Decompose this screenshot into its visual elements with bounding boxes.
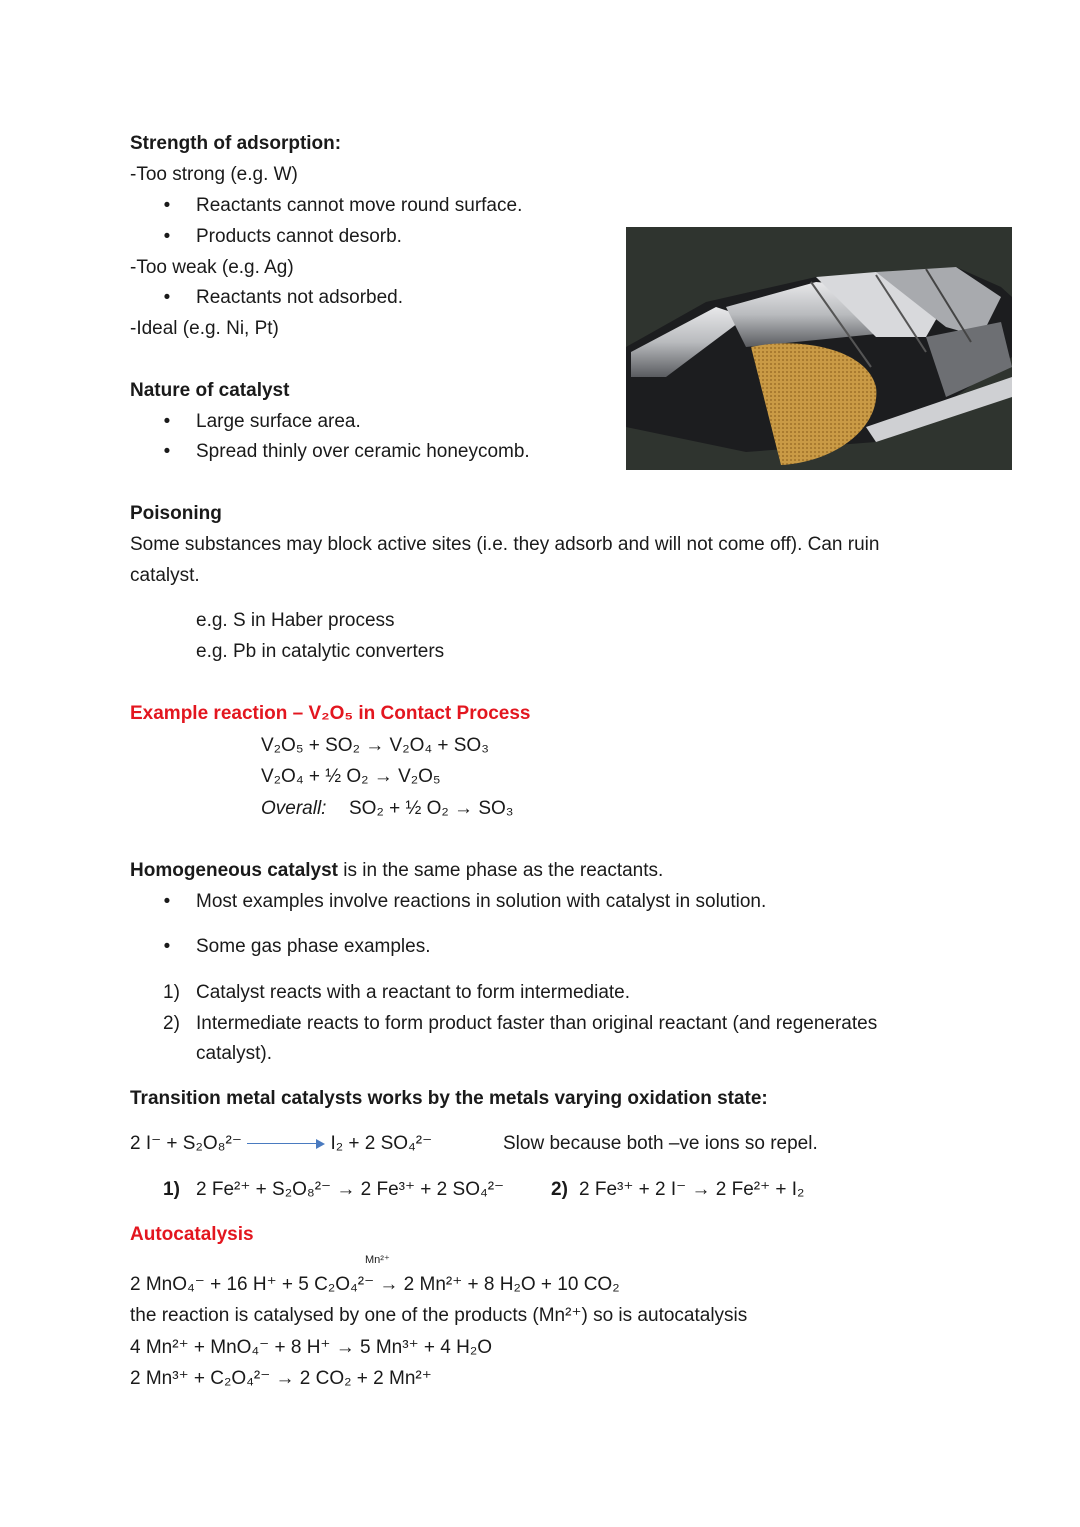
contact-heading: Example reaction – V₂O₅ in Contact Process — [130, 703, 531, 724]
autocatalysis-main-equation: 2 MnO₄⁻ + 16 H⁺ + 5 C₂O₄²⁻ → 2 Mn²⁺ + 8 H₂O + 10 CO₂ — [130, 1274, 620, 1295]
catalytic-converter-illustration — [626, 227, 1012, 470]
too-weak-label: -Too weak (e.g. Ag) — [130, 257, 294, 278]
homogeneous-definition-text: is in the same phase as the reactants. — [338, 860, 664, 881]
homogeneous-point: Most examples involve reactions in solution with catalyst in solution. — [196, 891, 767, 912]
catalytic-converter-image — [626, 227, 1012, 470]
step-text-cont: catalyst). — [196, 1043, 273, 1064]
bullet-icon: • — [163, 891, 171, 912]
uncatalysed-equation — [130, 1132, 432, 1156]
nature-point: Spread thinly over ceramic honeycomb. — [196, 441, 530, 462]
uncatalysed-reactants: 2 I⁻ + S₂O₈²⁻ — [130, 1133, 242, 1154]
step-text: Intermediate reacts to form product faster than original reactant (and regenerates — [196, 1013, 878, 1034]
transition-heading: Transition metal catalysts works by the metals varying oxidation state: — [130, 1088, 768, 1109]
step-number: 1) — [163, 982, 180, 1003]
step-number: 2) — [163, 1013, 180, 1034]
contact-equation-2: V₂O₄ + ½ O₂ → V₂O₅ — [261, 766, 441, 787]
too-strong-label: -Too strong (e.g. W) — [130, 164, 298, 185]
poisoning-heading: Poisoning — [130, 503, 222, 524]
reaction-arrow-icon — [247, 1139, 325, 1149]
contact-equation-1: V₂O₅ + SO₂ → V₂O₄ + SO₃ — [261, 735, 489, 756]
bullet-icon: • — [163, 226, 171, 247]
bullet-icon: • — [163, 936, 171, 957]
strength-heading: Strength of adsorption: — [130, 133, 342, 154]
uncatalysed-products: I₂ + 2 SO₄²⁻ — [330, 1133, 433, 1154]
autocatalysis-equation-2: 4 Mn²⁺ + MnO₄⁻ + 8 H⁺ → 5 Mn³⁺ + 4 H₂O — [130, 1337, 492, 1358]
autocatalysis-heading: Autocatalysis — [130, 1224, 254, 1245]
overall-equation: SO₂ + ½ O₂ → SO₃ — [349, 798, 514, 819]
ideal-label: -Ideal (e.g. Ni, Pt) — [130, 318, 279, 339]
nature-heading: Nature of catalyst — [130, 380, 290, 401]
step-number: 2) — [551, 1179, 568, 1200]
uncatalysed-note: Slow because both –ve ions so repel. — [503, 1133, 818, 1154]
step-text: Catalyst reacts with a reactant to form intermediate. — [196, 982, 631, 1003]
homogeneous-definition — [130, 859, 663, 883]
poisoning-example: e.g. Pb in catalytic converters — [196, 641, 445, 662]
step-number: 1) — [163, 1179, 180, 1200]
poisoning-example: e.g. S in Haber process — [196, 610, 395, 631]
poisoning-text-cont: catalyst. — [130, 565, 200, 586]
overall-label: Overall: — [261, 798, 327, 819]
too-strong-point: Products cannot desorb. — [196, 226, 402, 247]
nature-point: Large surface area. — [196, 411, 361, 432]
too-weak-point: Reactants not adsorbed. — [196, 287, 404, 308]
fe-step-2-equation: 2 Fe³⁺ + 2 I⁻ → 2 Fe²⁺ + I₂ — [579, 1179, 805, 1200]
catalyst-label: Mn²⁺ — [365, 1254, 390, 1266]
bullet-icon: • — [163, 287, 171, 308]
homogeneous-point: Some gas phase examples. — [196, 936, 431, 957]
homogeneous-term: Homogeneous catalyst — [130, 860, 338, 881]
autocatalysis-equation-3: 2 Mn³⁺ + C₂O₄²⁻ → 2 CO₂ + 2 Mn²⁺ — [130, 1368, 432, 1389]
bullet-icon: • — [163, 195, 171, 216]
poisoning-text: Some substances may block active sites (i.e. they adsorb and will not come off). Can ruin — [130, 534, 880, 555]
fe-step-1-equation: 2 Fe²⁺ + S₂O₈²⁻ → 2 Fe³⁺ + 2 SO₄²⁻ — [196, 1179, 505, 1200]
bullet-icon: • — [163, 411, 171, 432]
too-strong-point: Reactants cannot move round surface. — [196, 195, 523, 216]
autocatalysis-explanation: the reaction is catalysed by one of the products (Mn²⁺) so is autocatalysis — [130, 1305, 748, 1326]
bullet-icon: • — [163, 441, 171, 462]
